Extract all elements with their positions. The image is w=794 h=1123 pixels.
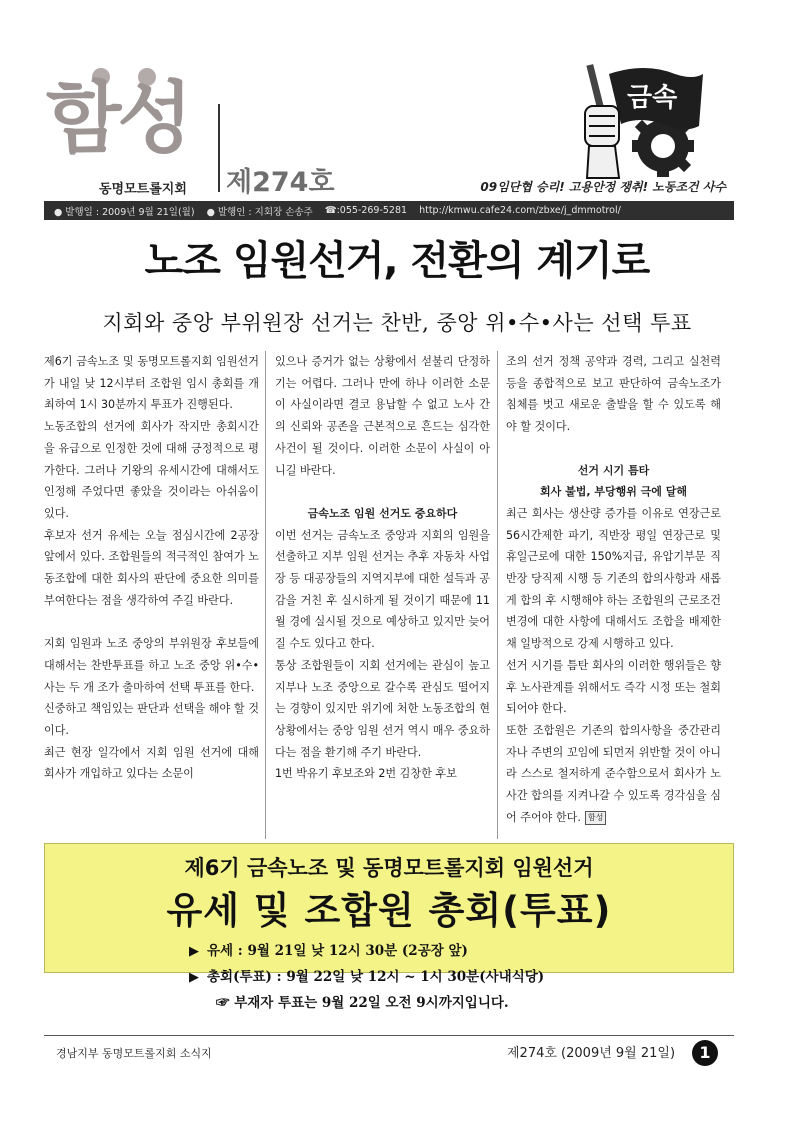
website-url[interactable]: http://kmwu.cafe24.com/zbxe/j_dmmotrol/: [419, 205, 621, 216]
branch-name: 동명모트롤지회: [99, 182, 187, 197]
notice-headline: 유세 및 조합원 총회(투표): [166, 889, 612, 932]
article-column-2: [275, 351, 490, 785]
fist-flag-gear-emblem: [575, 60, 705, 180]
absentee-note-text: ☞ 부재자 투표는 9월 22일 오전 9시까지입니다.: [216, 995, 509, 1011]
paragraph: 선거 시기를 틈탄 회사의 이러한 행위들은 향후 노사관계를 위해서도 즉각 시정 또는 철회되어야 한다.: [506, 658, 721, 716]
notice-item-text: 총회(투표) : 9월 22일 낮 12시 ~ 1시 30분(사내식당): [207, 969, 545, 985]
column-divider: [265, 351, 266, 839]
paragraph: 제6기 금속노조 및 동명모트롤지회 임원선거가 내일 낮 12시부터 조합원 임시 총회를 개최하여 1시 30분까지 투표가 진행된다.: [44, 355, 259, 412]
article-column-1: [44, 351, 259, 785]
main-headline: 노조 임원선거, 전환의 계기로: [144, 238, 650, 284]
paragraph-text: 또한 조합원은 기존의 합의사항을 중간관리자나 주변의 꼬임에 되먼저 위반할 것이 아니라 스스로 철저하게 준수함으로서 회사가 노사간 합의를 지켜나갈 수 있도록 경각심을 심어 주어야 한다.: [506, 723, 721, 824]
page-number: 1: [692, 1040, 718, 1066]
footer-publisher: 경남지부 동명모트롤지회 소식지: [56, 1047, 212, 1060]
notice-title: 제6기 금속노조 및 동명모트롤지회 임원선거: [184, 856, 594, 880]
paragraph: 통상 조합원들이 지회 선거에는 관심이 높고 지부나 노조 중앙으로 갈수록 관심도 떨어지는 경향이 있지만 위기에 처한 노동조합의 현 상황에서는 중앙 임원 선거 역시 매우 중요하다는 점을 환기해 주기 바란다.: [275, 658, 490, 759]
notice-item-text: 유세 : 9월 21일 낮 12시 30분 (2공장 앞): [207, 943, 468, 959]
info-bar: [44, 201, 734, 220]
section-title: 선거 시기 틈타: [577, 463, 650, 477]
paragraph: 조의 선거 정책 공약과 경력, 그리고 실천력 등을 종합적으로 보고 판단하여 금속노조가 침체를 벗고 새로운 출발을 할 수 있도록 해야 할 것이다.: [506, 355, 721, 434]
triangle-bullet-icon: ▶: [189, 944, 199, 959]
paragraph: [506, 720, 721, 829]
section-title: 금속노조 임원 선거도 중요하다: [307, 506, 458, 520]
paragraph: 이번 선거는 금속노조 중앙과 지회의 임원을 선출하고 지부 임원 선거는 추후 자동차 사업장 등 대공장들의 지역지부에 대한 설득과 공감을 거친 후 실시하게 될 것이기 때문에 11월 경에 실시될 것으로 예상하고 있지만 늦어질 수도 있다고 한다.: [275, 528, 490, 651]
publisher: ● 발행인 : 지회장 손송주: [206, 206, 313, 218]
newsletter-logo: 함성: [46, 74, 189, 164]
paragraph: 지회 임원과 노조 중앙의 부위원장 후보들에 대해서는 찬반투표를 하고 노조 중앙 위•수•사는 두 개 조가 출마하여 선택 투표를 한다.: [44, 637, 259, 694]
signature-stamp: 함성: [585, 811, 606, 825]
section-subtitle: 회사 불법, 부당행위 극에 달해: [539, 485, 687, 499]
paragraph-gap: [506, 438, 721, 460]
paragraph: 1번 박유기 후보조와 2번 김창한 후보: [275, 767, 457, 781]
paragraph: 최근 회사는 생산량 증가를 이유로 연장근로 56시간제한 파기, 직반장 평일 연장근로 및 휴일근로에 대한 150%지급, 유압기부문 직반장 당직제 시행 등 기존의 합의사항과 새롭게 합의 후 시행해야 하는 조합원의 근로조건 변경에 대한 사항에 대해서도 조합을 배제한 채 일방적으로 강제 시행하고 있다.: [506, 506, 721, 651]
paragraph-gap: [44, 611, 259, 633]
paragraph: 최근 현장 일각에서 지회 임원 선거에 대해 회사가 개입하고 있다는 소문이: [44, 745, 259, 781]
notice-item-rally: [189, 939, 468, 959]
absentee-vote-note: [216, 991, 509, 1011]
emblem-text: 금속: [627, 83, 678, 113]
paragraph-gap: [275, 481, 490, 503]
issue-number: 제274호: [226, 167, 335, 198]
phone-number: ☎:055-269-5281: [324, 205, 408, 216]
subheadline: 지회와 중앙 부위원장 선거는 찬반, 중앙 위•수•사는 선택 투표: [102, 311, 692, 335]
publish-date: ● 발행일 : 2009년 9월 21일(월): [54, 206, 195, 218]
column-divider: [497, 351, 498, 839]
footer-issue-date: 제274호 (2009년 9월 21일): [507, 1046, 676, 1061]
triangle-bullet-icon: ▶: [189, 970, 199, 985]
slogan: 09임단협 승리! 고용안정 쟁취! 노동조건 사수: [480, 180, 726, 194]
paragraph: 신중하고 책임있는 판단과 선택을 해야 할 것이다.: [44, 702, 259, 737]
paragraph: 후보자 선거 유세는 오늘 점심시간에 2공장 앞에서 있다. 조합원들의 적극적인 참여가 노동조합에 대한 회사의 판단에 중요한 의미를 부여한다는 점을 생각하여 주길 바란다.: [44, 528, 259, 607]
logo-divider: [218, 104, 220, 192]
paragraph: 노동조합의 선거에 회사가 작지만 총회시간을 유급으로 인정한 것에 대해 긍정적으로 평가한다. 그러나 기왕의 유세시간에 대해서도 인정해 주었다면 좋았을 것이라는 아쉬움이 있다.: [44, 420, 259, 520]
paragraph: 있으나 증거가 없는 상황에서 섣불리 단정하기는 어렵다. 그러나 만에 하나 이러한 소문이 사실이라면 결코 용납할 수 없고 노사 간의 신뢰와 공존을 근본적으로 흔드는 심각한 사건이 될 것이다. 이러한 소문이 사실이 아니길 바란다.: [275, 355, 490, 477]
notice-item-vote: [189, 965, 544, 985]
article-column-3: [506, 351, 721, 828]
masthead: [44, 60, 734, 200]
footer-divider: [44, 1035, 734, 1036]
